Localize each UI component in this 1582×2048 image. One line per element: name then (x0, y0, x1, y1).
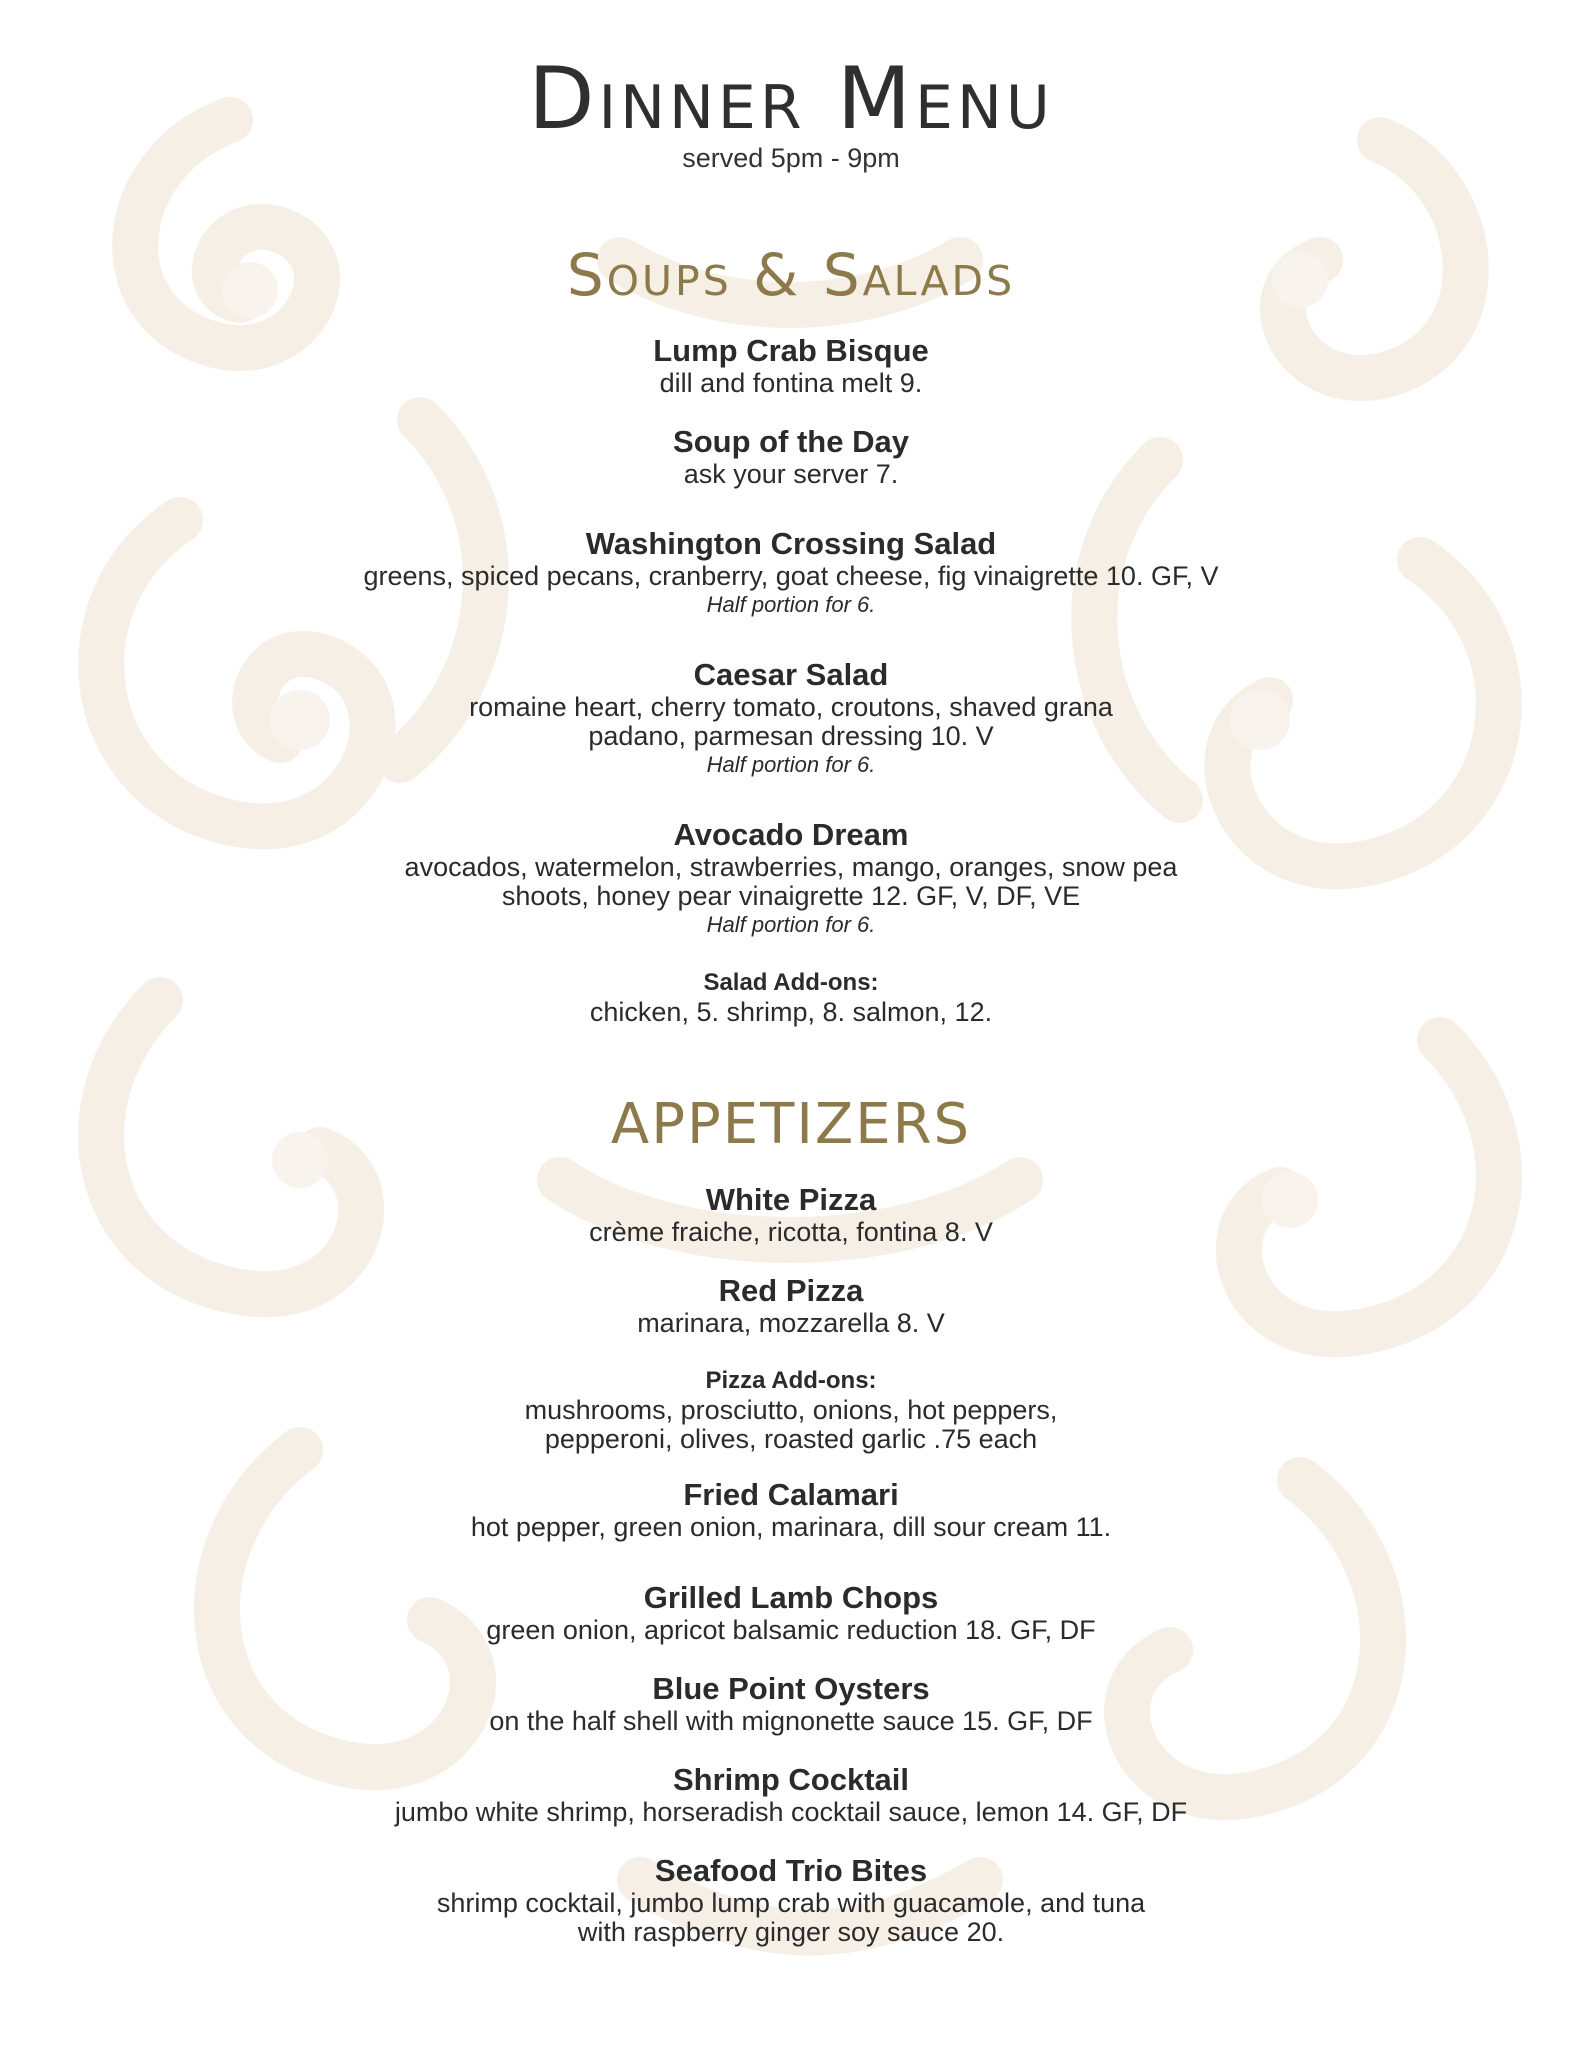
item-description: greens, spiced pecans, cranberry, goat cheese, fig vinaigrette 10. GF, V (363, 561, 1219, 591)
item-description: dill and fontina melt 9. (659, 368, 923, 398)
menu-item (0, 1853, 1582, 1947)
item-description: shrimp cocktail, jumbo lump crab with guacamole, and tuna (436, 1888, 1146, 1918)
item-name: Shrimp Cocktail (673, 1762, 909, 1797)
menu-item (0, 1580, 1582, 1645)
item-name: Lump Crab Bisque (653, 333, 929, 368)
menu-item (0, 817, 1582, 939)
item-description: jumbo white shrimp, horseradish cocktail sauce, lemon 14. GF, DF (394, 1797, 1188, 1827)
pizza-addons (0, 1366, 1582, 1454)
item-description: green onion, apricot balsamic reduction 18. GF, DF (486, 1615, 1096, 1645)
served-hours: served 5pm - 9pm (682, 143, 900, 173)
menu-item (0, 1762, 1582, 1827)
section-heading-soups-salads: Soups & Salads (566, 241, 1016, 309)
item-name: Fried Calamari (683, 1477, 899, 1512)
half-portion-note: Half portion for 6. (706, 752, 876, 777)
menu-item (0, 1182, 1582, 1247)
half-portion-note: Half portion for 6. (706, 592, 876, 617)
item-name: Red Pizza (718, 1273, 864, 1308)
addons-title: Pizza Add-ons: (705, 1367, 877, 1394)
item-description: padano, parmesan dressing 10. V (588, 721, 994, 751)
item-description: on the half shell with mignonette sauce 15. GF, DF (489, 1706, 1093, 1736)
menu-item (0, 1273, 1582, 1338)
item-name: White Pizza (705, 1182, 877, 1217)
item-name: Washington Crossing Salad (585, 526, 997, 561)
item-name: Avocado Dream (673, 817, 909, 852)
half-portion-note: Half portion for 6. (706, 912, 876, 937)
menu-item (0, 333, 1582, 398)
section-heading-appetizers: APPETIZERS (610, 1092, 972, 1157)
page-title: Dinner Menu (528, 49, 1054, 149)
item-description: crème fraiche, ricotta, fontina 8. V (589, 1217, 993, 1247)
addons-list: mushrooms, prosciutto, onions, hot peppers, (524, 1395, 1058, 1425)
menu-item (0, 1671, 1582, 1736)
item-description: avocados, watermelon, strawberries, mango, oranges, snow pea (404, 852, 1178, 882)
salad-addons (0, 968, 1582, 1027)
item-description: shoots, honey pear vinaigrette 12. GF, V, DF, VE (501, 881, 1081, 911)
item-name: Soup of the Day (673, 424, 909, 459)
menu-item (0, 1477, 1582, 1542)
item-description: ask your server 7. (683, 459, 899, 489)
menu-item (0, 424, 1582, 489)
item-description: with raspberry ginger soy sauce 20. (577, 1917, 1005, 1947)
menu-item (0, 657, 1582, 779)
addons-title: Salad Add-ons: (703, 969, 879, 996)
item-name: Blue Point Oysters (652, 1671, 930, 1706)
addons-list: chicken, 5. shrimp, 8. salmon, 12. (589, 997, 993, 1027)
item-name: Grilled Lamb Chops (643, 1580, 939, 1615)
item-description: hot pepper, green onion, marinara, dill sour cream 11. (470, 1512, 1112, 1542)
item-name: Caesar Salad (693, 657, 889, 692)
addons-list: pepperoni, olives, roasted garlic .75 each (544, 1424, 1038, 1454)
item-name: Seafood Trio Bites (654, 1853, 928, 1888)
item-description: marinara, mozzarella 8. V (637, 1308, 945, 1338)
item-description: romaine heart, cherry tomato, croutons, shaved grana (469, 692, 1113, 722)
menu-item (0, 526, 1582, 619)
